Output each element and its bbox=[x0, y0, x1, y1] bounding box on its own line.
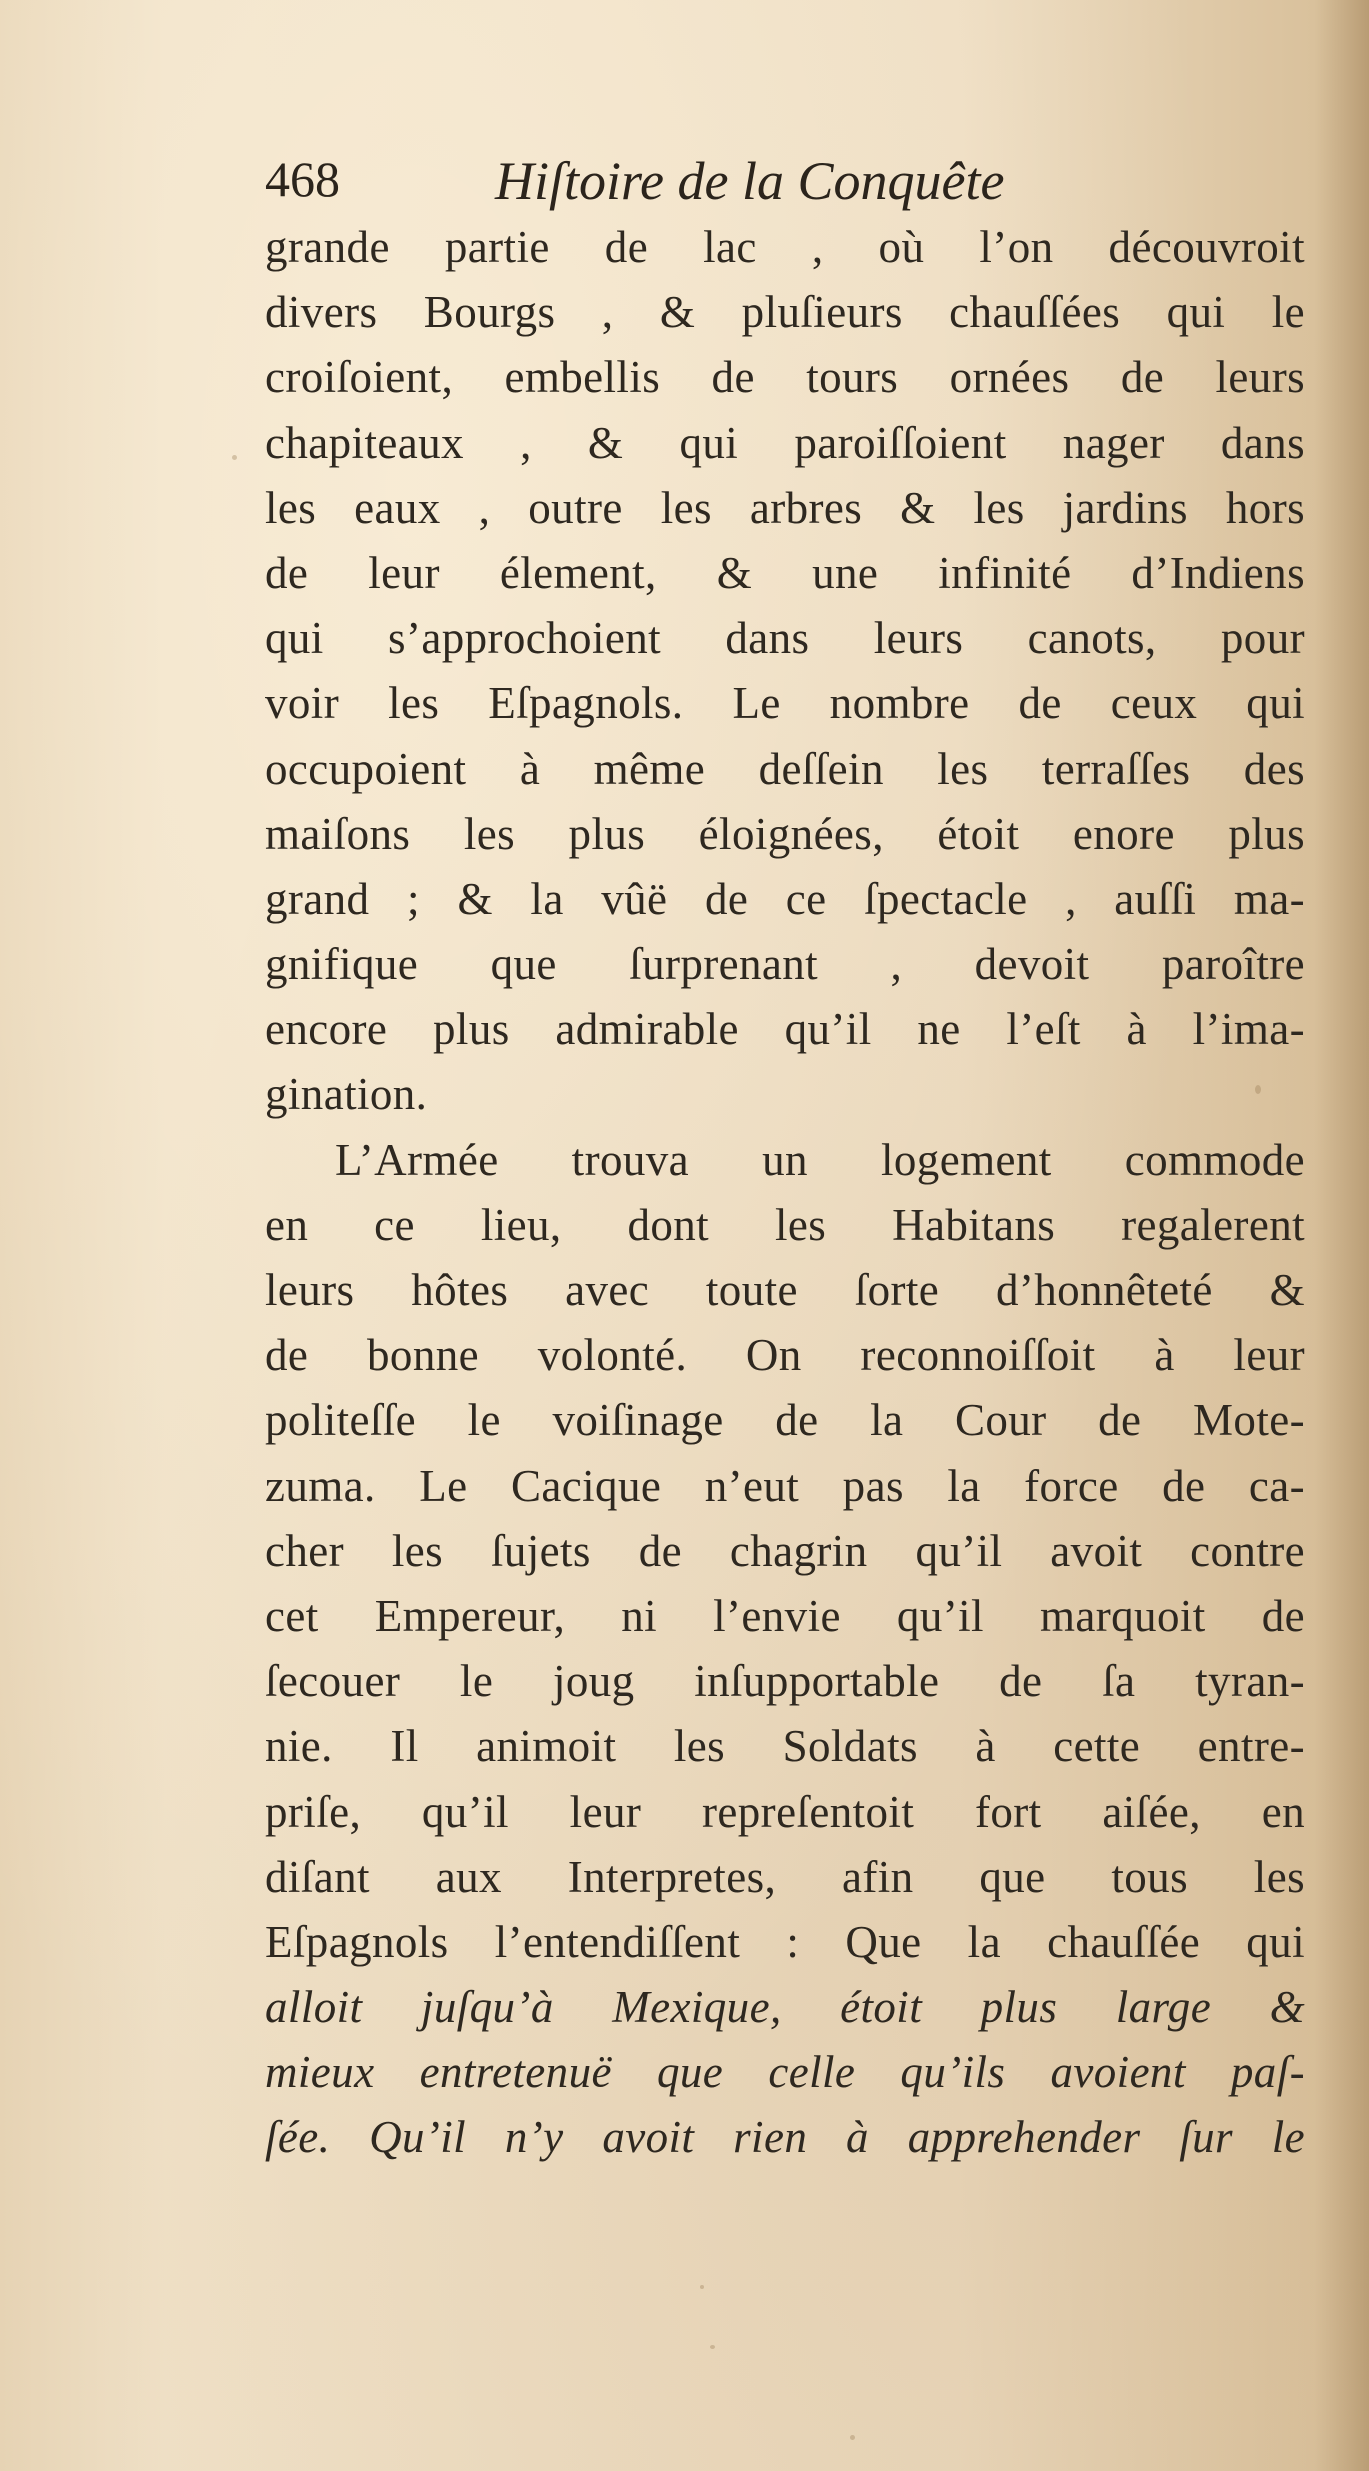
text-line: croiſoient, embellis de tours ornées de leurs bbox=[265, 352, 1305, 403]
text-line: de leur élement, & une infinité d’Indiens bbox=[265, 547, 1305, 598]
body-text bbox=[265, 215, 1305, 2171]
text-line: politeſſe le voiſinage de la Cour de Mote- bbox=[265, 1395, 1305, 1446]
text-line: mieux entretenuë que celle qu’ils avoient paſ- bbox=[265, 2047, 1305, 2098]
text-line: priſe, qu’il leur repreſentoit fort aiſée, en bbox=[265, 1786, 1305, 1837]
text-line: ſée. Qu’il n’y avoit rien à apprehender ſur le bbox=[265, 2112, 1305, 2163]
text-line: grand ; & la vûë de ce ſpectacle , auſſi ma- bbox=[265, 873, 1305, 924]
text-line: chapiteaux , & qui paroiſſoient nager dans bbox=[265, 417, 1305, 468]
text-line: leurs hôtes avec toute ſorte d’honnêteté & bbox=[265, 1265, 1305, 1315]
text-line: maiſons les plus éloignées, étoit enore plus bbox=[265, 808, 1305, 859]
text-line: qui s’approchoient dans leurs canots, pour bbox=[265, 613, 1305, 664]
text-line: occupoient à même deſſein les terraſſes des bbox=[265, 743, 1305, 794]
text-line: encore plus admirable qu’il ne l’eſt à l’ima- bbox=[265, 1004, 1305, 1055]
text-line: alloit juſqu’à Mexique, étoit plus large & bbox=[265, 1982, 1305, 2033]
text-line: Eſpagnols l’entendiſſent : Que la chauſſée qui bbox=[265, 1916, 1305, 1967]
text-line: nie. Il animoit les Soldats à cette entre- bbox=[265, 1721, 1305, 1772]
text-line: cher les ſujets de chagrin qu’il avoit contre bbox=[265, 1525, 1305, 1576]
page-number: 468 bbox=[265, 151, 340, 207]
text-line: divers Bourgs , & pluſieurs chauſſées qui le bbox=[265, 287, 1305, 338]
text-line: gination. bbox=[265, 1069, 428, 1120]
paper-spot bbox=[850, 2435, 855, 2440]
text-line: en ce lieu, dont les Habitans regalerent bbox=[265, 1199, 1305, 1250]
text-line: L’Armée trouva un logement commode bbox=[335, 1134, 1305, 1185]
text-line: diſant aux Interpretes, afin que tous les bbox=[265, 1851, 1305, 1902]
paper-spot bbox=[232, 455, 237, 460]
text-line: grande partie de lac , où l’on découvroit bbox=[265, 222, 1305, 272]
text-line: zuma. Le Cacique n’eut pas la force de ca- bbox=[265, 1460, 1305, 1511]
running-title: Hiſtoire de la Conquête bbox=[495, 151, 1005, 211]
text-line: de bonne volonté. On reconnoiſſoit à leur bbox=[265, 1330, 1305, 1381]
paper-spot bbox=[710, 2345, 715, 2349]
page-header bbox=[265, 150, 1305, 220]
text-line: voir les Eſpagnols. Le nombre de ceux qui bbox=[265, 678, 1305, 729]
text-line: ſecouer le joug inſupportable de ſa tyran- bbox=[265, 1656, 1305, 1707]
text-line: les eaux , outre les arbres & les jardins hors bbox=[265, 482, 1305, 533]
text-line: cet Empereur, ni l’envie qu’il marquoit de bbox=[265, 1590, 1305, 1641]
text-line: gnifique que ſurprenant , devoit paroître bbox=[265, 939, 1305, 990]
paper-spot bbox=[700, 2285, 704, 2289]
